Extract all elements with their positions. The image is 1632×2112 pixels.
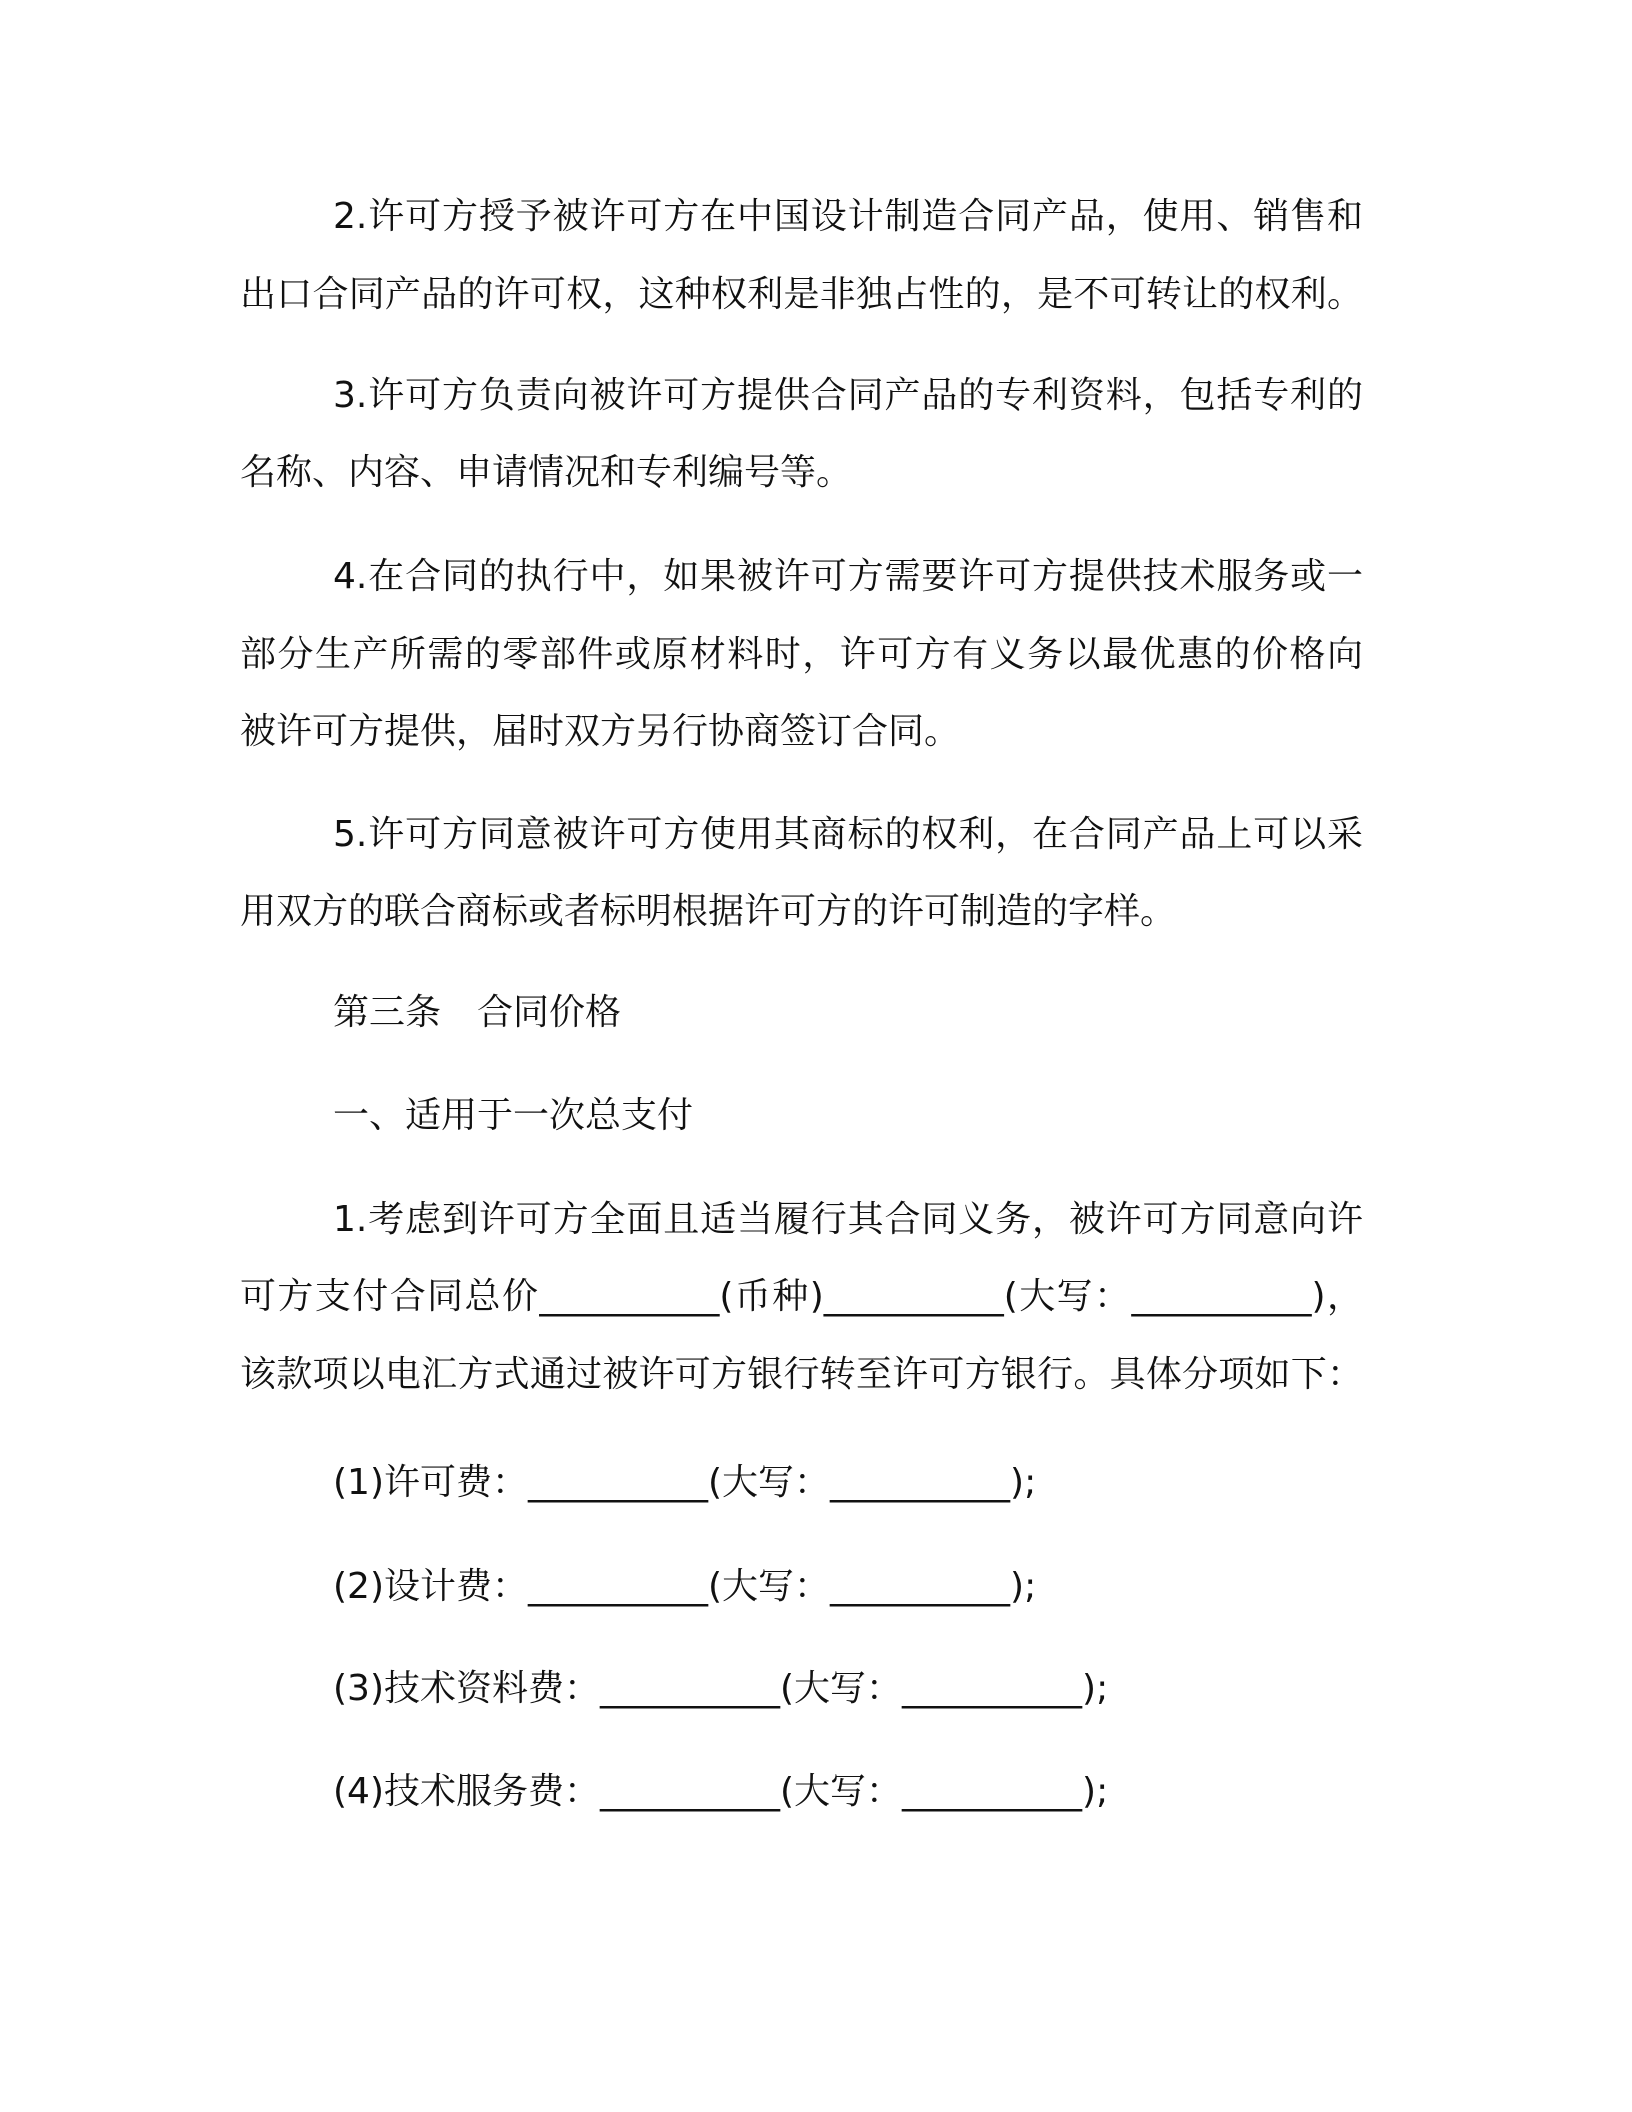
paragraph-3-line-1: 3.许可方负责向被许可方提供合同产品的专利资料，包括专利的 [333,375,1363,416]
paragraph-2-line-1: 2.许可方授予被许可方在中国设计制造合同产品，使用、销售和 [333,196,1363,237]
section-heading: 第三条 合同价格 [333,992,622,1033]
paragraph-3-line-2: 名称、内容、申请情况和专利编号等。 [240,452,853,493]
paragraph-4-line-3: 被许可方提供，届时双方另行协商签订合同。 [240,711,961,752]
fee-item-technical-service: (4)技术服务费：__________(大写：__________); [333,1771,1109,1812]
paragraph-5-line-2: 用双方的联合商标或者标明根据许可方的许可制造的字样。 [240,891,1177,932]
fee-item-license: (1)许可费：__________(大写：__________); [333,1462,1037,1503]
fee-item-design: (2)设计费：__________(大写：__________); [333,1566,1037,1607]
paragraph-2-line-2: 出口合同产品的许可权，这种权利是非独占性的，是不可转让的权利。 [240,274,1363,315]
paragraph-5-line-1: 5.许可方同意被许可方使用其商标的权利，在合同产品上可以采 [333,814,1363,855]
clause-1-line-2: 可方支付合同总价__________(币种)__________(大写：__________)， [240,1276,1363,1317]
clause-1-line-3: 该款项以电汇方式通过被许可方银行转至许可方银行。具体分项如下： [240,1354,1363,1395]
clause-1-line-1: 1.考虑到许可方全面且适当履行其合同义务，被许可方同意向许 [333,1199,1363,1240]
fee-item-technical-data: (3)技术资料费：__________(大写：__________); [333,1668,1109,1709]
subsection-heading: 一、适用于一次总支付 [333,1095,694,1136]
paragraph-4-line-2: 部分生产所需的零部件或原材料时，许可方有义务以最优惠的价格向 [240,634,1363,675]
paragraph-4-line-1: 4.在合同的执行中，如果被许可方需要许可方提供技术服务或一 [333,556,1363,597]
